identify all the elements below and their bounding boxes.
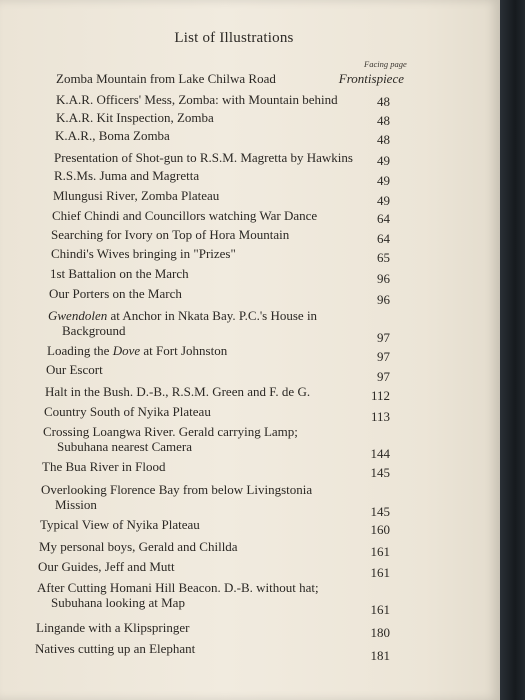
- entry-page: 161: [370, 544, 390, 559]
- entry-page: 160: [370, 522, 390, 537]
- illustration-entry: [37, 580, 319, 610]
- entry-title: Mlungusi River, Zomba Plateau: [53, 188, 220, 203]
- illustration-entry: [52, 208, 317, 223]
- entry-title-line2: Subuhana nearest Camera: [57, 439, 193, 454]
- illustration-entry: [35, 641, 195, 656]
- entry-page: 97: [377, 369, 390, 384]
- entry-title-line2: Background: [62, 323, 126, 338]
- entry-title: K.A.R. Officers' Mess, Zomba: with Mountain behind: [56, 92, 338, 107]
- illustration-entry: [36, 620, 189, 635]
- entry-title: R.S.Ms. Juma and Magretta: [54, 168, 200, 183]
- illustration-entry: [51, 246, 236, 261]
- illustration-entry: [45, 384, 310, 399]
- entry-title: Our Guides, Jeff and Mutt: [38, 559, 175, 574]
- entry-title: K.A.R. Kit Inspection, Zomba: [56, 110, 214, 125]
- entry-title: Loading the: [47, 343, 113, 358]
- entry-page: 49: [377, 173, 390, 188]
- entry-title-italic: Dove: [112, 343, 141, 358]
- illustration-entry: [43, 424, 298, 454]
- entry-title: Our Escort: [46, 362, 103, 377]
- entry-title: 1st Battalion on the March: [50, 266, 189, 281]
- entry-page: 97: [377, 330, 390, 345]
- illustration-entry: [56, 71, 276, 86]
- illustration-entry: [55, 128, 170, 143]
- entry-title: Chindi's Wives bringing in "Prizes": [51, 246, 236, 261]
- page-title: List of Illustrations: [174, 30, 294, 46]
- entry-page: 49: [377, 193, 390, 208]
- entry-page: 64: [377, 231, 390, 246]
- entry-page: 180: [370, 625, 390, 640]
- illustration-entry: [40, 517, 200, 532]
- entry-title: Searching for Ivory on Top of Hora Mountain: [51, 227, 290, 242]
- entry-page: 113: [370, 409, 390, 424]
- entry-title: Lingande with a Klipspringer: [36, 620, 190, 635]
- entry-title: After Cutting Homani Hill Beacon. D.-B. without hat;: [37, 580, 319, 595]
- entry-title-italic: Gwendolen: [48, 308, 108, 323]
- entry-page: 161: [370, 565, 390, 580]
- entry-title: at Anchor in Nkata Bay. P.C.'s House in: [107, 308, 318, 323]
- entry-page: 49: [377, 153, 390, 168]
- entry-title: Natives cutting up an Elephant: [35, 641, 196, 656]
- entry-title: K.A.R., Boma Zomba: [55, 128, 170, 143]
- entry-title: Zomba Mountain from Lake Chilwa Road: [56, 71, 276, 86]
- entry-page: 161: [370, 602, 390, 617]
- entry-page: 96: [377, 271, 390, 286]
- entry-page: 112: [370, 388, 390, 403]
- entry-page: 145: [370, 465, 390, 480]
- illustration-entry: [53, 188, 219, 203]
- entry-page: Frontispiece: [338, 71, 404, 86]
- illustration-entry: [54, 168, 199, 183]
- illustration-entry: [41, 482, 312, 512]
- illustration-entry: [46, 362, 103, 377]
- entry-title: Our Porters on the March: [49, 286, 182, 301]
- entry-page: 48: [377, 132, 390, 147]
- facing-page-label: Facing page: [364, 59, 407, 69]
- illustration-entry: [39, 539, 238, 554]
- entry-title: Chief Chindi and Councillors watching War Dance: [52, 208, 318, 223]
- illustration-entry: [56, 110, 214, 125]
- entry-page: 181: [370, 648, 390, 663]
- entry-page: 65: [377, 250, 390, 265]
- entry-title: Typical View of Nyika Plateau: [40, 517, 200, 532]
- entry-title-line2: Mission: [55, 497, 97, 512]
- illustration-entry: [49, 286, 182, 301]
- illustration-entry: [42, 459, 166, 474]
- illustration-entry: [47, 343, 227, 358]
- illustration-entry: [38, 559, 175, 574]
- entry-page: 97: [377, 349, 390, 364]
- illustration-entry: [44, 404, 211, 419]
- entry-page: 64: [377, 211, 390, 226]
- entry-page: 144: [370, 446, 390, 461]
- illustration-entry: [48, 308, 317, 338]
- illustration-entry: [54, 150, 353, 165]
- entry-title: Crossing Loangwa River. Gerald carrying Lamp;: [43, 424, 298, 439]
- entry-title: Country South of Nyika Plateau: [44, 404, 211, 419]
- entry-title: Halt in the Bush. D.-B., R.S.M. Green and F. de G.: [45, 384, 311, 399]
- entry-page: 145: [370, 504, 390, 519]
- entry-page: 48: [377, 113, 390, 128]
- illustration-entry: [50, 266, 189, 281]
- entry-title-line2: Subuhana looking at Map: [51, 595, 185, 610]
- illustration-entry: [51, 227, 289, 242]
- book-cover-edge: [500, 0, 525, 700]
- entry-title: Overlooking Florence Bay from below Livingstonia: [41, 482, 313, 497]
- entry-title: My personal boys, Gerald and Chillda: [39, 539, 238, 554]
- illustration-entry: [56, 92, 338, 107]
- entry-page: 48: [377, 94, 390, 109]
- entry-title: The Bua River in Flood: [42, 459, 166, 474]
- entry-title-after: at Fort Johnston: [140, 343, 228, 358]
- entry-page: 96: [377, 292, 390, 307]
- entry-title: Presentation of Shot-gun to R.S.M. Magretta by Hawkins: [54, 150, 353, 165]
